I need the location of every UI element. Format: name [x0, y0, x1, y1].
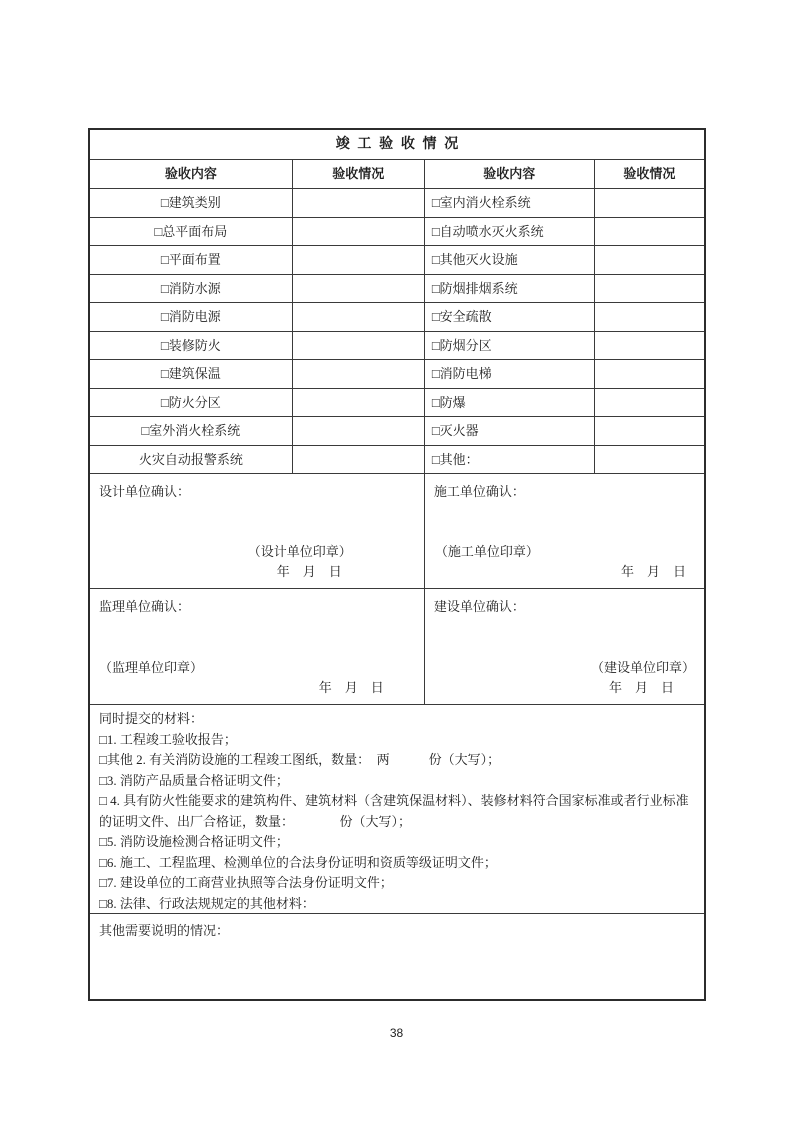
checkbox-item-other-extinguishing-facilities[interactable]: □其他灭火设施: [425, 246, 595, 274]
status-cell[interactable]: [595, 246, 704, 274]
owner-unit-confirmation-cell[interactable]: [425, 589, 704, 704]
owner-date-line: 年 月 日: [608, 680, 674, 695]
checkbox-item-fire-elevator[interactable]: □消防电梯: [425, 360, 595, 388]
status-cell[interactable]: [293, 332, 425, 360]
checkbox-item-fire-power-supply[interactable]: □消防电源: [90, 303, 293, 331]
status-cell[interactable]: [595, 446, 704, 474]
material-checkbox-item-5[interactable]: □5. 消防设施检测合格证明文件；: [99, 834, 289, 849]
checkbox-item-indoor-hydrant-system[interactable]: □室内消火栓系统: [425, 189, 595, 217]
table-row: [90, 388, 704, 417]
status-cell[interactable]: [595, 218, 704, 246]
checkbox-item-other[interactable]: □其他：: [425, 446, 595, 474]
item-fire-alarm-system: 火灾自动报警系统: [90, 446, 293, 474]
checkbox-item-decoration-fireproofing[interactable]: □装修防火: [90, 332, 293, 360]
construction-unit-confirmation-cell[interactable]: [425, 474, 704, 588]
table-row: [90, 445, 704, 474]
status-cell[interactable]: [595, 389, 704, 417]
other-notes-section[interactable]: [90, 913, 704, 999]
owner-seal-placeholder: （建设单位印章）: [590, 660, 695, 675]
design-date-line: 年 月 日: [276, 564, 342, 579]
header-acceptance-content-left: 验收内容: [90, 160, 293, 188]
status-cell[interactable]: [293, 275, 425, 303]
table-row: [90, 331, 704, 360]
checkbox-item-site-plan-layout[interactable]: □总平面布局: [90, 218, 293, 246]
checkbox-item-explosion-protection[interactable]: □防爆: [425, 389, 595, 417]
header-acceptance-content-right: 验收内容: [425, 160, 595, 188]
checkbox-item-safe-evacuation[interactable]: □安全疏散: [425, 303, 595, 331]
acceptance-form-table: [88, 128, 706, 1001]
design-confirm-label: 设计单位确认：: [99, 484, 191, 499]
supervision-unit-confirmation-cell[interactable]: [90, 589, 425, 704]
status-cell[interactable]: [595, 275, 704, 303]
table-row: [90, 217, 704, 246]
status-cell[interactable]: [293, 446, 425, 474]
table-row: [90, 416, 704, 445]
checkbox-item-smoke-compartment[interactable]: □防烟分区: [425, 332, 595, 360]
supervision-seal-placeholder: （监理单位印章）: [99, 660, 204, 675]
checkbox-item-fire-extinguisher[interactable]: □灭火器: [425, 417, 595, 445]
construction-confirm-label: 施工单位确认：: [433, 484, 525, 499]
signature-row-design-construction: [90, 473, 704, 588]
submitted-materials-section: [90, 704, 704, 913]
status-cell[interactable]: [595, 189, 704, 217]
header-acceptance-status-left: 验收情况: [293, 160, 425, 188]
status-cell[interactable]: [293, 389, 425, 417]
construction-seal-placeholder: （施工单位印章）: [434, 544, 539, 559]
status-cell[interactable]: [293, 417, 425, 445]
signature-row-supervision-owner: [90, 588, 704, 704]
material-checkbox-item-1[interactable]: □1. 工程竣工验收报告；: [99, 731, 237, 747]
checkbox-item-smoke-control-system[interactable]: □防烟排烟系统: [425, 275, 595, 303]
checkbox-item-building-category[interactable]: □建筑类别: [90, 189, 293, 217]
material-checkbox-item-6[interactable]: □6. 施工、工程监理、检测单位的合法身份证明和资质等级证明文件；: [99, 854, 497, 870]
status-cell[interactable]: [595, 360, 704, 388]
checkbox-item-fire-water-source[interactable]: □消防水源: [90, 275, 293, 303]
checkbox-item-building-insulation[interactable]: □建筑保温: [90, 360, 293, 388]
checkbox-item-outdoor-hydrant-system[interactable]: □室外消火栓系统: [90, 417, 293, 445]
table-row: [90, 188, 704, 217]
materials-heading: 同时提交的材料：: [99, 711, 204, 726]
status-cell[interactable]: [293, 246, 425, 274]
design-unit-confirmation-cell[interactable]: [90, 474, 425, 588]
table-row: [90, 302, 704, 331]
table-row: [90, 359, 704, 388]
status-cell[interactable]: [293, 303, 425, 331]
checkbox-item-sprinkler-system[interactable]: □自动喷水灭火系统: [425, 218, 595, 246]
table-row: [90, 245, 704, 274]
status-cell[interactable]: [595, 332, 704, 360]
table-header-row: [90, 159, 704, 188]
status-cell[interactable]: [595, 303, 704, 331]
status-cell[interactable]: [595, 417, 704, 445]
material-checkbox-item-4[interactable]: □ 4. 具有防火性能要求的建筑构件、建筑材料（含建筑保温材料）、装修材料符合国家标准或者行业标准的证明文件、出厂合格证，数量： 份（大写）；: [99, 793, 689, 829]
status-cell[interactable]: [293, 189, 425, 217]
status-cell[interactable]: [293, 360, 425, 388]
design-seal-placeholder: （设计单位印章）: [247, 544, 352, 559]
material-checkbox-item-8[interactable]: □8. 法律、行政法规规定的其他材料：: [99, 895, 315, 911]
page-number: 38: [389, 1026, 404, 1040]
checkbox-item-fire-compartment[interactable]: □防火分区: [90, 389, 293, 417]
supervision-confirm-label: 监理单位确认：: [99, 599, 191, 614]
owner-confirm-label: 建设单位确认：: [433, 599, 525, 614]
material-checkbox-item-7[interactable]: □7. 建设单位的工商营业执照等合法身份证明文件；: [99, 875, 393, 890]
material-checkbox-item-3[interactable]: □3. 消防产品质量合格证明文件；: [99, 772, 289, 788]
material-checkbox-item-2[interactable]: □其他 2. 有关消防设施的工程竣工图纸，数量： 两 份（大写）；: [99, 752, 501, 767]
form-title: 竣工验收情况: [335, 137, 466, 152]
supervision-date-line: 年 月 日: [318, 680, 384, 695]
other-notes-heading: 其他需要说明的情况：: [99, 923, 230, 938]
status-cell[interactable]: [293, 218, 425, 246]
checkbox-item-floor-plan[interactable]: □平面布置: [90, 246, 293, 274]
header-acceptance-status-right: 验收情况: [623, 166, 676, 181]
construction-date-line: 年 月 日: [620, 564, 686, 579]
table-row: [90, 274, 704, 303]
